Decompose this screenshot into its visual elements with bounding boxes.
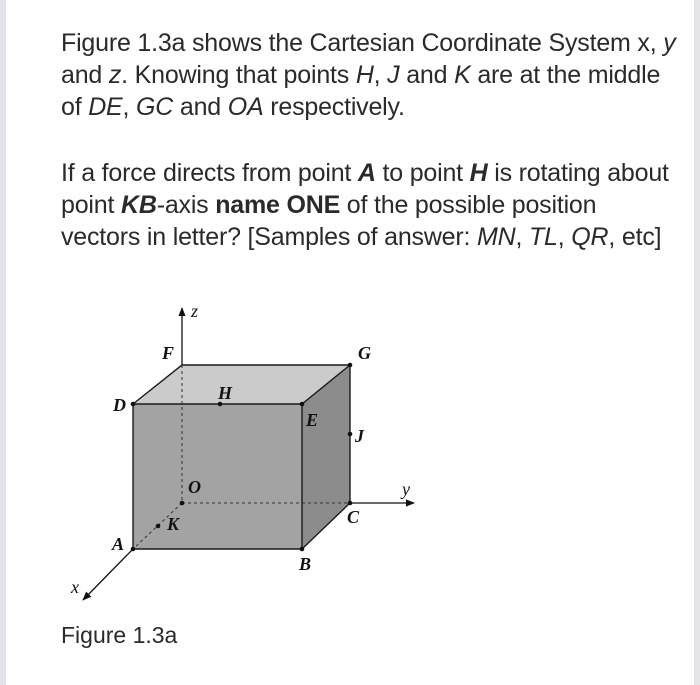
var-h: H <box>469 159 488 187</box>
var-k: K <box>454 61 471 89</box>
text: If a force directs from point <box>61 159 358 187</box>
label-f: F <box>162 343 175 363</box>
text: Figure 1.3a shows the Cartesian Coordinate System x, <box>61 29 657 57</box>
point-c <box>348 501 353 506</box>
point-g <box>348 363 353 368</box>
var-de: DE <box>88 93 123 121</box>
sample-qr: QR <box>571 223 609 251</box>
sample-tl: TL <box>528 223 558 251</box>
label-x: x <box>71 577 79 597</box>
sample-mn: MN <box>477 223 516 251</box>
text: , <box>515 223 529 251</box>
var-j: J <box>387 61 400 89</box>
text: and <box>61 61 109 89</box>
label-j: J <box>355 426 364 446</box>
text: is rotating about point <box>61 159 669 219</box>
point-b <box>300 547 305 552</box>
label-e: E <box>306 410 319 430</box>
point-e <box>300 402 305 407</box>
text: , <box>373 61 388 89</box>
label-c: C <box>347 507 360 527</box>
label-z: z <box>191 301 199 321</box>
text: , <box>122 93 137 121</box>
text: , <box>557 223 572 251</box>
point-a <box>131 547 136 552</box>
text: and <box>173 93 228 121</box>
var-kb: KB <box>120 191 157 219</box>
label-k: K <box>167 514 180 534</box>
text: . Knowing that points <box>121 61 356 89</box>
point-k <box>156 524 161 529</box>
label-a: A <box>112 534 125 554</box>
var-h: H <box>355 61 374 89</box>
text: of the possible position vectors in letter? [Samples of answer: <box>61 191 597 251</box>
label-b: B <box>299 554 312 574</box>
text: respectively. <box>263 93 405 121</box>
text: -axis <box>156 191 216 219</box>
label-o: O <box>188 477 201 497</box>
point-d <box>131 402 136 407</box>
label-d: D <box>113 395 126 415</box>
text: and <box>399 61 455 89</box>
text: are at the middle of <box>61 61 661 121</box>
var-z: z <box>108 61 122 89</box>
point-j <box>348 432 353 437</box>
text: to point <box>375 159 470 187</box>
var-gc: GC <box>136 93 174 121</box>
var-oa: OA <box>227 93 264 121</box>
figure-caption: Figure 1.3a <box>61 622 178 648</box>
point-o <box>180 501 185 506</box>
emphasis-name-one: name ONE <box>215 191 341 219</box>
label-h: H <box>218 383 233 403</box>
var-a: A <box>357 159 376 187</box>
var-y: y <box>663 29 676 57</box>
label-y: y <box>402 479 410 499</box>
x-axis <box>83 549 133 600</box>
label-g: G <box>358 343 371 363</box>
text: , etc] <box>608 223 662 251</box>
